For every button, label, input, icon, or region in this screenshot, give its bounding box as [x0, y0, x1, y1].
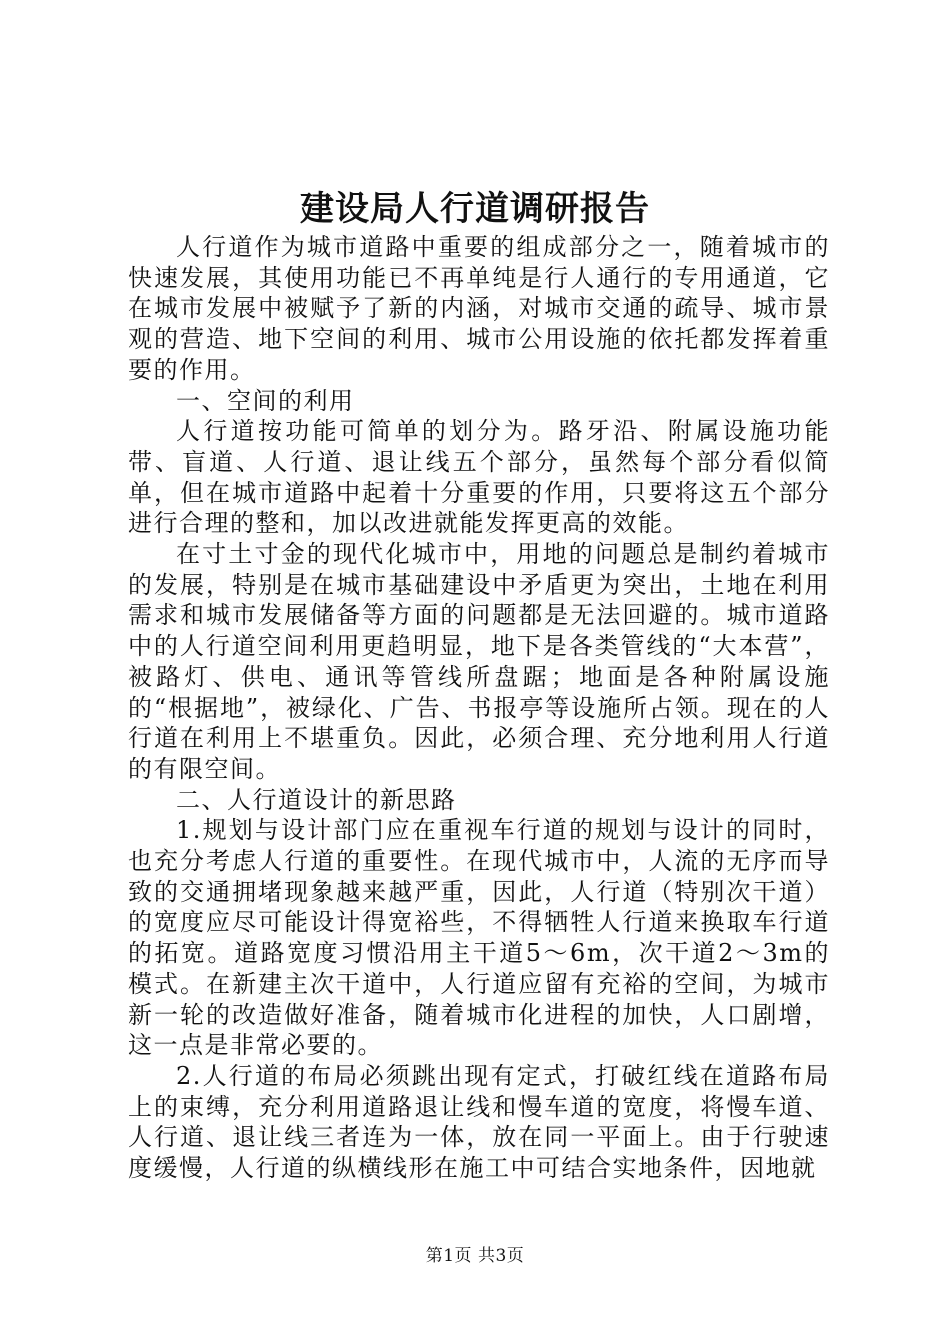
paragraph: 人行道按功能可简单的划分为。路牙沿、附属设施功能带、盲道、人行道、退让线五个部分，虽然每个部分看似简单，但在城市道路中起着十分重要的作用，只要将这五个部分进行合理的整和，加以改进就能发挥更高的效能。 [128, 417, 830, 538]
paragraph: 1.规划与设计部门应在重视车行道的规划与设计的同时，也充分考虑人行道的重要性。在现代城市中，人流的无序而导致的交通拥堵现象越来越严重，因此，人行道（特别次干道）的宽度应尽可能设计得宽裕些，不得牺牲人行道来换取车行道的拓宽。道路宽度习惯沿用主干道5～6m，次干道2～3m的模式。在新建主次干道中，人行道应留有充裕的空间，为城市新一轮的改造做好准备，随着城市化进程的加快，人口剧增，这一点是非常必要的。 [128, 816, 830, 1060]
section-heading: 二、人行道设计的新思路 [176, 785, 457, 814]
paragraph: 2.人行道的布局必须跳出现有定式，打破红线在道路布局上的束缚，充分利用道路退让线和慢车道的宽度，将慢车道、人行道、退让线三者连为一体，放在同一平面上。由于行驶速度缓慢，人行道的纵横线形在施工中可结合实地条件，因地就 [128, 1061, 830, 1183]
document-body [128, 232, 830, 1184]
page-footer: 第1页 共3页 [425, 1246, 525, 1266]
section-heading: 一、空间的利用 [176, 386, 355, 415]
paragraph: 在寸土寸金的现代化城市中，用地的问题总是制约着城市的发展，特别是在城市基础建设中矛盾更为突出，土地在利用需求和城市发展储备等方面的问题都是无法回避的。城市道路中的人行道空间利用更趋明显，地下是各类管线的“大本营”，被路灯、供电、通讯等管线所盘踞；地面是各种附属设施的“根据地”，被绿化、广告、书报亭等设施所占领。现在的人行道在利用上不堪重负。因此，必须合理、充分地利用人行道的有限空间。 [128, 540, 830, 783]
document-title: 建设局人行道调研报告 [300, 189, 650, 229]
paragraph: 人行道作为城市道路中重要的组成部分之一，随着城市的快速发展，其使用功能已不再单纯是行人通行的专用通道，它在城市发展中被赋予了新的内涵，对城市交通的疏导、城市景观的营造、地下空间的利用、城市公用设施的依托都发挥着重要的作用。 [128, 233, 830, 384]
